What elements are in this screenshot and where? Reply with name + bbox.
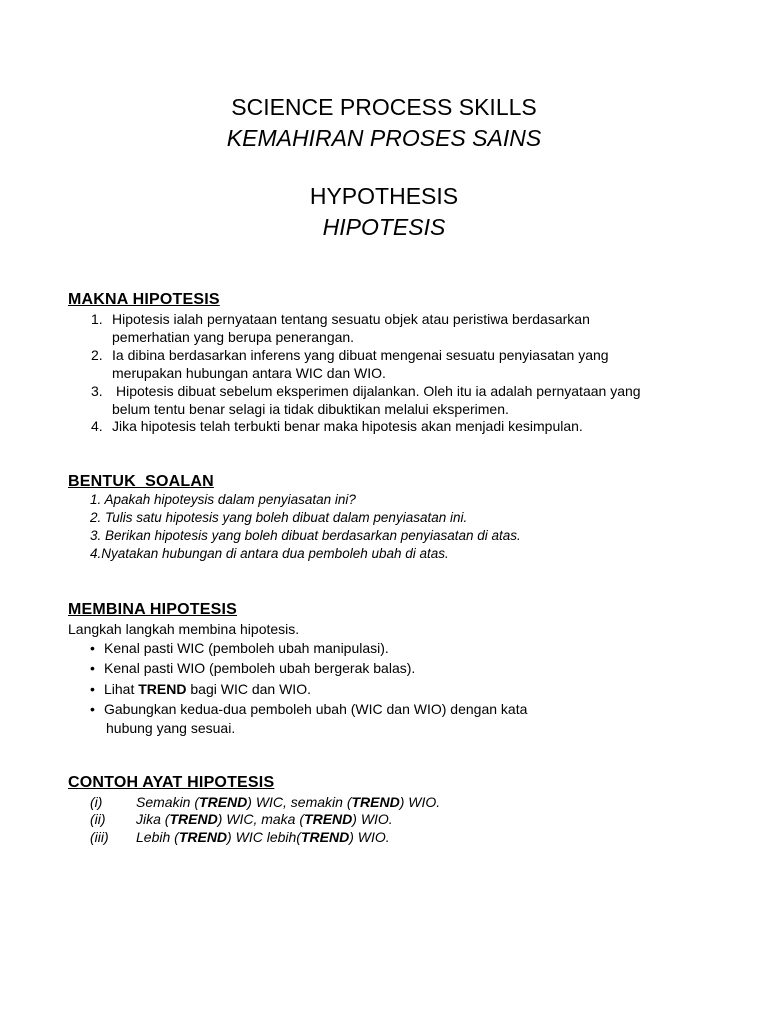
title-english: SCIENCE PROCESS SKILLS [231, 94, 537, 120]
makna-item-1-num: 1. [91, 311, 103, 327]
bullet-dot-3: • [90, 681, 95, 697]
membina-bullet-4-line2: hubung yang sesuai. [106, 720, 236, 736]
bullet-dot-4: • [90, 701, 95, 717]
title-malay: KEMAHIRAN PROSES SAINS [226, 125, 542, 151]
makna-item-4-num: 4. [91, 418, 103, 434]
membina-bullet-3-pre: Lihat [104, 681, 139, 697]
makna-item-1-line2: pemerhatian yang berupa penerangan. [112, 329, 355, 345]
bentuk-item-3: 3. Berikan hipotesis yang boleh dibuat berdasarkan penyiasatan di atas. [90, 528, 521, 543]
contoh-item-3-num: (iii) [90, 829, 109, 845]
makna-item-3-num: 3. [91, 383, 103, 399]
makna-item-1-line1: Hipotesis ialah pernyataan tentang sesuatu objek atau peristiwa berdasarkan [112, 311, 590, 327]
contoh-item-1-num: (i) [90, 794, 103, 810]
trend-keyword: TREND [178, 829, 228, 845]
trend-keyword: TREND [199, 794, 248, 810]
bentuk-item-4: 4.Nyatakan hubungan di antara dua pemboleh ubah di atas. [90, 546, 449, 561]
contoh-item-1 [136, 793, 440, 811]
makna-item-2-line2: merupakan hubungan antara WIC dan WIO. [112, 365, 386, 381]
contoh-item-2 [136, 810, 393, 828]
section-heading-contoh: CONTOH AYAT HIPOTESIS [68, 774, 275, 791]
trend-keyword: TREND [304, 811, 353, 827]
contoh-item-3 [136, 828, 390, 846]
contoh-1-c: ) WIC, semakin ( [247, 794, 352, 810]
contoh-3-e: ) WIO. [349, 829, 390, 845]
section-heading-makna: MAKNA HIPOTESIS [68, 291, 220, 308]
trend-keyword: TREND [300, 829, 350, 845]
contoh-2-c: ) WIC, maka ( [217, 811, 305, 827]
trend-keyword: TREND [169, 811, 218, 827]
contoh-3-c: ) WIC lebih( [227, 829, 301, 845]
subtitle-malay: HIPOTESIS [322, 214, 446, 240]
membina-intro: Langkah langkah membina hipotesis. [68, 621, 300, 637]
membina-bullet-1: Kenal pasti WIC (pemboleh ubah manipulasi). [104, 640, 389, 656]
makna-item-4-line1: Jika hipotesis telah terbukti benar maka hipotesis akan menjadi kesimpulan. [112, 418, 583, 434]
membina-bullet-3-post: bagi WIC dan WIO. [186, 681, 311, 697]
bentuk-item-2: 2. Tulis satu hipotesis yang boleh dibuat dalam penyiasatan ini. [90, 510, 468, 525]
section-heading-bentuk: BENTUK SOALAN [68, 473, 214, 490]
makna-item-3-line2: belum tentu benar selagi ia tidak dibuktikan melalui eksperimen. [112, 401, 509, 417]
subtitle-english: HYPOTHESIS [309, 183, 459, 209]
trend-keyword: TREND [138, 681, 187, 697]
membina-bullet-4-line1: Gabungkan kedua-dua pemboleh ubah (WIC dan WIO) dengan kata [104, 701, 528, 717]
bentuk-item-1: 1. Apakah hipoteysis dalam penyiasatan ini? [90, 492, 356, 507]
contoh-item-2-num: (ii) [90, 811, 106, 827]
contoh-2-e: ) WIO. [352, 811, 393, 827]
membina-bullet-2: Kenal pasti WIO (pemboleh ubah bergerak balas). [104, 660, 416, 676]
makna-item-3-line1: Hipotesis dibuat sebelum eksperimen dijalankan. Oleh itu ia adalah pernyataan yang [116, 383, 641, 399]
contoh-2-a: Jika ( [136, 811, 170, 827]
contoh-3-a: Lebih ( [136, 829, 179, 845]
bullet-dot-1: • [90, 640, 95, 656]
section-heading-membina: MEMBINA HIPOTESIS [68, 601, 238, 618]
makna-item-2-line1: Ia dibina berdasarkan inferens yang dibuat mengenai sesuatu penyiasatan yang [112, 347, 609, 363]
contoh-1-a: Semakin ( [136, 794, 200, 810]
trend-keyword: TREND [351, 794, 400, 810]
contoh-1-e: ) WIO. [399, 794, 441, 810]
membina-bullet-3 [104, 680, 311, 698]
bullet-dot-2: • [90, 660, 95, 676]
makna-item-2-num: 2. [91, 347, 103, 363]
